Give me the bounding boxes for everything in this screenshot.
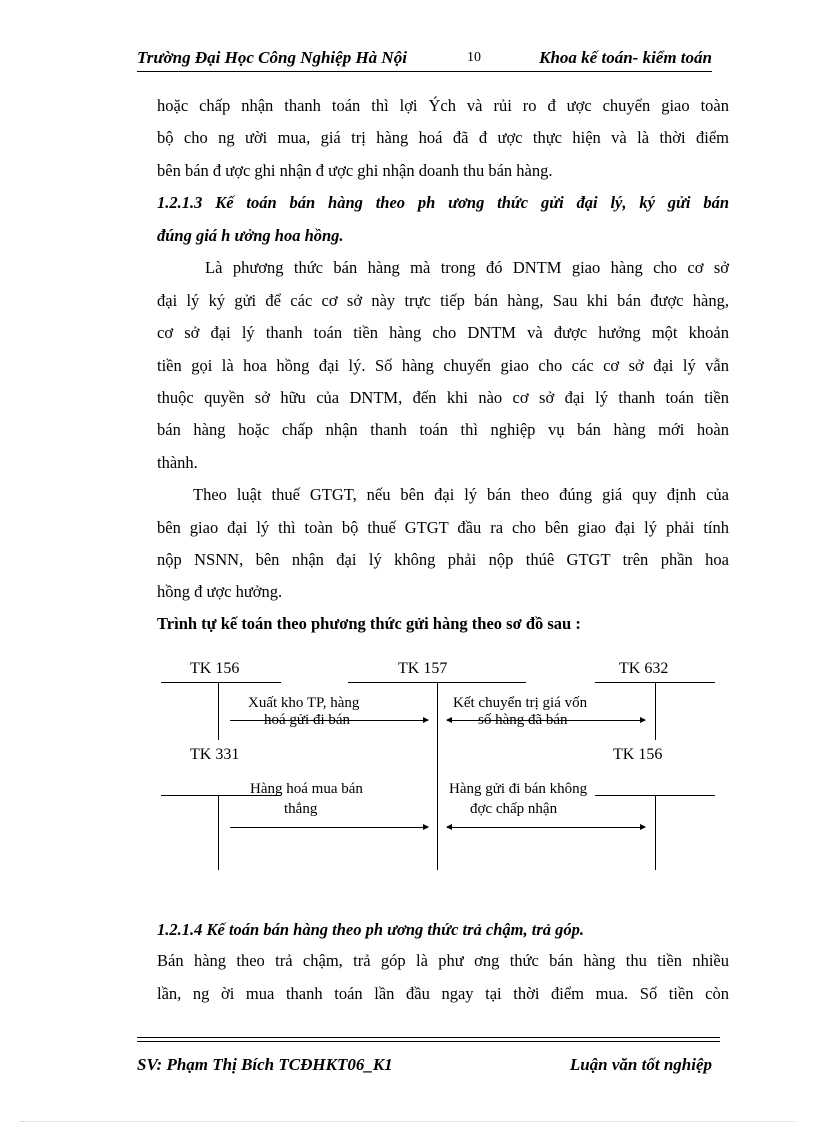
section-heading: đúng giá h ưởng hoa hồng. — [157, 226, 344, 245]
arrow-both — [447, 720, 645, 721]
page-number: 10 — [467, 50, 481, 65]
t-account-stem — [218, 682, 219, 740]
diagram-intro: Trình tự kế toán theo phương thức gửi hàng theo sơ đồ sau : — [157, 614, 581, 633]
body-line: bên giao đại lý thì toàn bộ thuế GTGT đầu ra cho bên giao đại lý phải tính — [157, 518, 729, 537]
footer-thesis: Luận văn tốt nghiệp — [569, 1055, 712, 1074]
body-line: bán hàng hoặc chấp nhận thanh toán thì nghiệp vụ bán hàng mới hoàn — [157, 420, 729, 439]
body-line: Là phương thức bán hàng mà trong đó DNTM giao hàng cho cơ sở — [205, 258, 729, 277]
body-line: bên bán đ ược ghi nhận đ ược ghi nhận doanh thu bán hàng. — [157, 161, 553, 180]
body-line: tiền gọi là hoa hồng đại lý. Số hàng chuyển giao cho các cơ sở đại lý vẫn — [157, 356, 729, 375]
account-tk331: TK 331 — [190, 746, 240, 763]
body-line: bộ cho ng ười mua, giá trị hàng hoá đã đ ược thực hiện và là thời điểm — [157, 128, 729, 147]
body-line: nộp NSNN, bên nhận đại lý không phải nộp thúê GTGT trên phần hoa — [157, 550, 729, 569]
section-heading: 1.2.1.4 Kế toán bán hàng theo ph ương thức trả chậm, trả góp. — [157, 920, 584, 939]
flow-label: thẳng — [284, 801, 318, 817]
body-line: hồng đ ược hưởng. — [157, 582, 283, 601]
account-tk156-bottom: TK 156 — [613, 746, 663, 763]
flow-label: đợc chấp nhận — [470, 801, 558, 817]
flow-label: hoá gửi đi bán — [264, 712, 351, 728]
body-line: thuộc quyền sở hữu của DNTM, đến khi nào cơ sở đại lý thanh toán tiền — [157, 388, 729, 407]
footer-rule — [137, 1037, 720, 1038]
body-line: thành. — [157, 453, 198, 472]
account-tk632: TK 632 — [619, 660, 669, 677]
page-edge — [20, 1121, 796, 1122]
body-line: Bán hàng theo trả chậm, trả góp là phư ơng thức bán hàng thu tiền nhiều — [157, 951, 729, 970]
body-line: đại lý ký gửi để các cơ sở này trực tiếp bán hàng, Sau khi bán được hàng, — [157, 291, 729, 310]
body-line: lần, ng ời mua thanh toán lần đầu ngay tại thời điểm mua. Số tiền còn — [157, 984, 729, 1003]
flow-label: số hàng đã bán — [478, 712, 568, 728]
account-tk156-top: TK 156 — [190, 660, 240, 677]
t-account-stem — [655, 795, 656, 870]
t-account-stem — [218, 795, 219, 870]
body-line: Theo luật thuế GTGT, nếu bên đại lý bán theo đúng giá quy định của — [193, 485, 729, 504]
flow-label: Hàng gửi đi bán không — [449, 781, 588, 797]
t-account-stem — [655, 682, 656, 740]
page-footer — [137, 1055, 712, 1077]
header-school: Trường Đại Học Công Nghiệp Hà Nội — [137, 48, 407, 67]
footer-rule — [137, 1041, 720, 1042]
header-rule — [137, 71, 712, 72]
flow-label: Xuất kho TP, hàng — [248, 695, 360, 711]
body-line: cơ sở đại lý thanh toán tiền hàng cho DNTM và được hưởng một khoản — [157, 323, 729, 342]
header-faculty: Khoa kế toán- kiểm toán — [539, 48, 712, 67]
arrow-right — [230, 827, 428, 828]
t-account-top-bar — [161, 682, 281, 683]
flow-label: Kết chuyển trị giá vốn — [453, 695, 588, 711]
body-line: hoặc chấp nhận thanh toán thì lợi Ých và rủi ro đ ược chuyển giao toàn — [157, 96, 729, 115]
account-tk157: TK 157 — [398, 660, 448, 677]
section-heading: 1.2.1.3 Kế toán bán hàng theo ph ương thức gửi đại lý, ký gửi bán — [157, 193, 729, 212]
flow-label: Hàng hoá mua bán — [250, 781, 363, 797]
footer-student: SV: Phạm Thị Bích TCĐHKT06_K1 — [137, 1055, 393, 1074]
arrow-right — [230, 720, 428, 721]
arrow-both — [447, 827, 645, 828]
t-account-stem — [437, 682, 438, 870]
page-header — [137, 48, 712, 70]
